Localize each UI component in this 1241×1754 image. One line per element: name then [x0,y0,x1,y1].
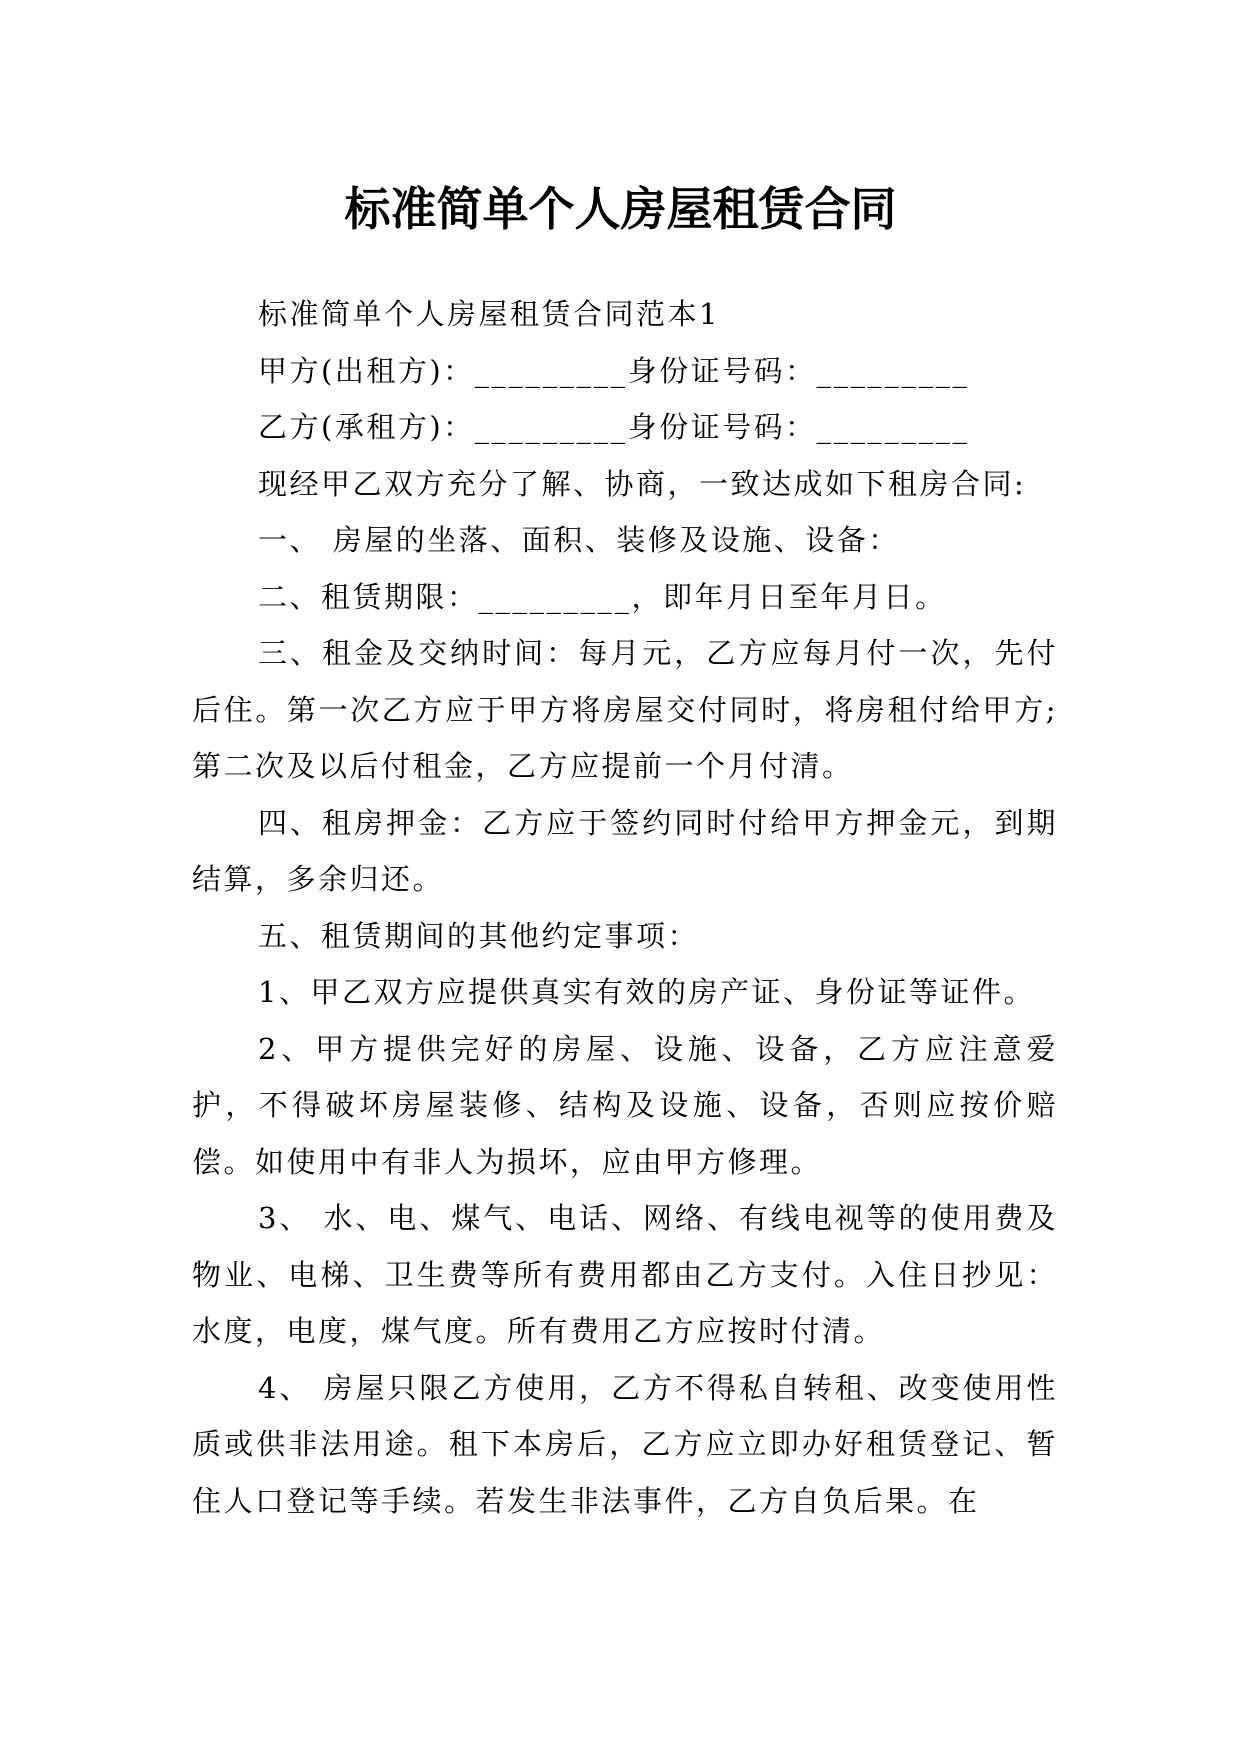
paragraph-section-2: 二、租赁期限：_________，即年月日至年月日。 [258,579,947,614]
paragraph-section-5: 五、租赁期间的其他约定事项： [258,918,700,953]
paragraph-section-4: 四、租房押金：乙方应于签约同时付给甲方押金元，到期结算，多余归还。 [192,805,1058,896]
paragraph-party-a: 甲方(出租方)：_________身份证号码：_________ [258,353,970,388]
paragraph-section-3: 三、租金及交纳时间：每月元，乙方应每月付一次，先付后住。第一次乙方应于甲方将房屋交付同时，将房租付给甲方;第二次及以后付租金，乙方应提前一个月付清。 [192,636,1058,783]
paragraph-section-1: 一、 房屋的坐落、面积、装修及设施、设备： [258,523,900,557]
paragraph-agreement-intro: 现经甲乙双方充分了解、协商，一致达成如下租房合同: [258,466,1027,501]
paragraph-party-b: 乙方(承租方)：_________身份证号码：_________ [258,410,970,444]
paragraph-item-4: 4、 房屋只限乙方使用，乙方不得私自转租、改变使用性质或供非法用途。租下本房后，乙方应立即办好租赁登记、暂住人口登记等手续。若发生非法事件，乙方自负后果。在 [192,1370,1058,1518]
paragraph-contract-sample-heading: 标准简单个人房屋租赁合同范本1 [258,297,720,331]
paragraph-item-2: 2、甲方提供完好的房屋、设施、设备，乙方应注意爱护，不得破坏房屋装修、结构及设施、设备，否则应按价赔偿。如使用中有非人为损坏，应由甲方修理。 [192,1031,1058,1179]
paragraph-item-3: 3、 水、电、煤气、电话、网络、有线电视等的使用费及物业、电梯、卫生费等所有费用都由乙方支付。入住日抄见：水度，电度，煤气度。所有费用乙方应按时付清。 [192,1201,1058,1348]
document-body [192,286,1058,1529]
paragraph-item-1: 1、甲乙双方应提供真实有效的房产证、身份证等证件。 [258,975,1035,1009]
document-title: 标准简单个人房屋租赁合同 [344,181,897,236]
